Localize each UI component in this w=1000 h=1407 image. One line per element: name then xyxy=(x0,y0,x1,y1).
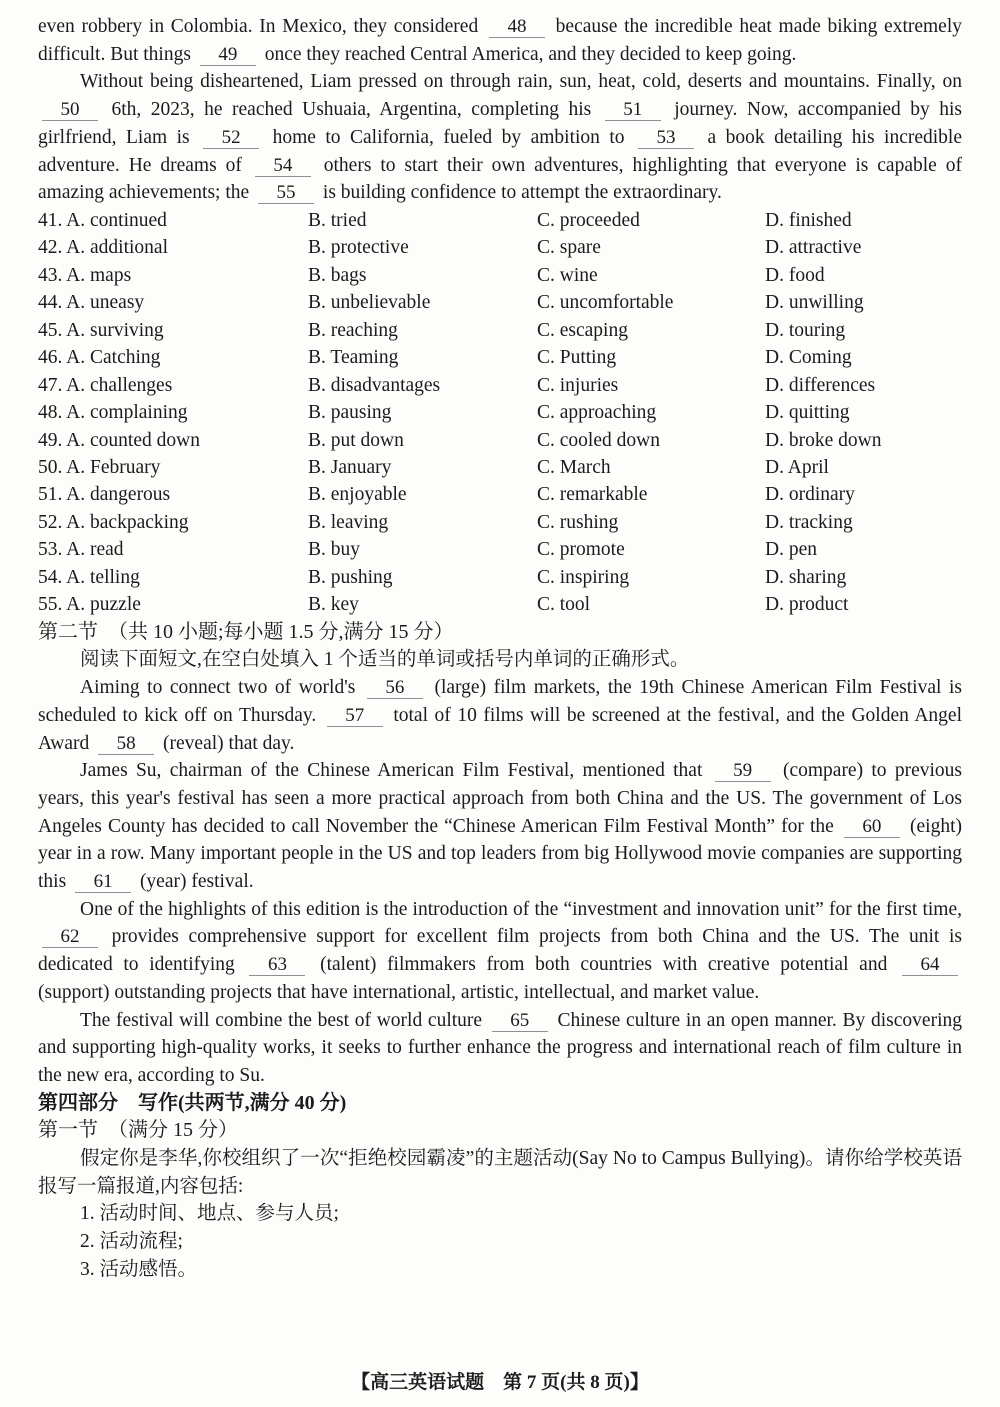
option-45-D: D. touring xyxy=(765,319,846,341)
option-row-50 xyxy=(38,454,962,481)
cloze-blank-64: 64 xyxy=(902,954,958,976)
option-47-C: C. injuries xyxy=(537,374,619,396)
passage-text: (large) film markets, the 19th Chinese American Film Festival is scheduled to kick off on Thursday. xyxy=(38,677,962,726)
passage-text: (year) festival. xyxy=(135,871,254,893)
option-42-B: B. protective xyxy=(308,237,409,259)
cloze-blank-52: 52 xyxy=(203,127,259,149)
passage-text: home to California, fueled by ambition to xyxy=(263,126,635,148)
option-45-A: 45. A. surviving xyxy=(38,319,164,341)
option-51-C: C. remarkable xyxy=(537,484,648,506)
cloze-blank-65: 65 xyxy=(492,1010,548,1032)
option-49-C: C. cooled down xyxy=(537,429,660,451)
option-49-D: D. broke down xyxy=(765,429,882,451)
option-48-D: D. quitting xyxy=(765,402,850,424)
cloze-blank-59: 59 xyxy=(715,760,771,782)
cloze-blank-58: 58 xyxy=(98,733,154,755)
option-54-B: B. pushing xyxy=(308,566,393,588)
cloze-passage-paragraph-2 xyxy=(38,68,962,207)
cloze-blank-57: 57 xyxy=(327,705,383,727)
option-49-B: B. put down xyxy=(308,429,404,451)
passage-text: a book detailing his incredible adventure. He dreams of xyxy=(38,126,962,176)
option-54-D: D. sharing xyxy=(765,566,847,588)
passage-text: total of 10 films will be screened at the festival, and the Golden Angel Award xyxy=(38,704,962,754)
passage-text: (reveal) that day. xyxy=(158,732,295,754)
gapfill-paragraph-1 xyxy=(38,674,962,757)
passage-text: James Su, chairman of the Chinese American Film Festival, mentioned that xyxy=(80,760,711,782)
passage-text: Without being disheartened, Liam pressed on through rain, sun, heat, cold, deserts and mountains. Finally, on xyxy=(80,71,962,93)
option-55-C: C. tool xyxy=(537,594,591,616)
writing-point-2: 2. 活动流程; xyxy=(80,1231,183,1253)
cloze-blank-56: 56 xyxy=(367,677,423,699)
option-row-49 xyxy=(38,427,962,454)
cloze-blank-62: 62 xyxy=(42,926,98,948)
option-41-B: B. tried xyxy=(308,209,367,231)
option-55-D: D. product xyxy=(765,594,849,616)
option-46-C: C. Putting xyxy=(537,347,617,369)
section2-instruction: 阅读下面短文,在空白处填入 1 个适当的单词或括号内单词的正确形式。 xyxy=(80,649,690,671)
passage-text: is building confidence to attempt the extraordinary. xyxy=(318,182,722,204)
option-53-A: 53. A. read xyxy=(38,539,124,561)
cloze-blank-54: 54 xyxy=(255,155,311,177)
part4-heading: 第四部分 写作(共两节,满分 40 分) xyxy=(38,1091,347,1114)
passage-text: even robbery in Colombia. In Mexico, they considered xyxy=(38,16,485,37)
option-43-C: C. wine xyxy=(537,264,598,286)
option-42-D: D. attractive xyxy=(765,237,862,259)
passage-text: (support) outstanding projects that have international, artistic, intellectual, and market value. xyxy=(38,981,760,1003)
option-45-C: C. escaping xyxy=(537,319,628,341)
option-52-D: D. tracking xyxy=(765,511,853,533)
passage-text: provides comprehensive support for excellent film projects from both China and the US. The unit is dedicated to identifying xyxy=(38,926,962,976)
cloze-passage-paragraph-1 xyxy=(38,13,962,68)
option-42-C: C. spare xyxy=(537,237,601,259)
option-44-C: C. uncomfortable xyxy=(537,292,674,314)
gapfill-paragraph-3 xyxy=(38,896,962,1007)
option-row-51 xyxy=(38,481,962,508)
passage-text: once they reached Central America, and they decided to keep going. xyxy=(259,43,797,65)
passage-text: (talent) filmmakers from both countries with creative potential and xyxy=(309,954,898,976)
part4-section1-heading: 第一节 （满分 15 分） xyxy=(38,1119,238,1142)
passage-text: 6th, 2023, he reached Ushuaia, Argentina, completing his xyxy=(102,99,601,121)
passage-text: One of the highlights of this edition is the introduction of the “investment and innovation unit” for the first time, xyxy=(80,898,962,920)
option-43-B: B. bags xyxy=(308,264,367,286)
option-52-A: 52. A. backpacking xyxy=(38,511,189,533)
option-row-41 xyxy=(38,207,962,234)
option-52-C: C. rushing xyxy=(537,511,619,533)
passage-text: (eight) year in a row. Many important people in the US and top leaders from big Hollywood movie companies are supporting this xyxy=(38,815,962,893)
option-47-A: 47. A. challenges xyxy=(38,374,173,396)
option-row-55 xyxy=(38,591,962,618)
cloze-blank-61: 61 xyxy=(75,871,131,893)
option-row-54 xyxy=(38,564,962,591)
option-row-42 xyxy=(38,234,962,261)
option-46-A: 46. A. Catching xyxy=(38,347,161,369)
option-row-45 xyxy=(38,317,962,344)
option-51-D: D. ordinary xyxy=(765,484,855,506)
cloze-blank-63: 63 xyxy=(249,954,305,976)
option-row-43 xyxy=(38,262,962,289)
cloze-blank-50: 50 xyxy=(42,99,98,121)
options-grid xyxy=(38,207,962,619)
option-48-B: B. pausing xyxy=(308,402,392,424)
option-44-D: D. unwilling xyxy=(765,292,864,314)
option-50-B: B. January xyxy=(308,457,392,478)
option-50-C: C. March xyxy=(537,457,611,478)
option-47-D: D. differences xyxy=(765,374,876,396)
option-41-C: C. proceeded xyxy=(537,209,640,231)
passage-text: Aiming to connect two of world's xyxy=(80,677,363,699)
cloze-blank-53: 53 xyxy=(638,127,694,149)
option-row-53 xyxy=(38,536,962,563)
option-43-A: 43. A. maps xyxy=(38,264,132,286)
cloze-blank-51: 51 xyxy=(605,99,661,121)
option-46-B: B. Teaming xyxy=(308,347,399,369)
option-41-A: 41. A. continued xyxy=(38,209,167,231)
option-row-44 xyxy=(38,289,962,316)
writing-point-3: 3. 活动感悟。 xyxy=(80,1258,198,1280)
cloze-blank-55: 55 xyxy=(258,182,314,204)
option-53-B: B. buy xyxy=(308,539,361,561)
option-54-C: C. inspiring xyxy=(537,566,630,588)
passage-text: others to start their own adventures, highlighting that everyone is capable of amazing achievements; the xyxy=(38,154,962,204)
option-50-D: D. April xyxy=(765,457,829,478)
cloze-blank-49: 49 xyxy=(200,44,256,66)
option-row-48 xyxy=(38,399,962,426)
option-54-A: 54. A. telling xyxy=(38,566,140,588)
option-55-B: B. key xyxy=(308,594,359,616)
option-43-D: D. food xyxy=(765,264,825,286)
passage-text: (compare) to previous years, this year's festival has seen a more practical approach from both China and the US. The government of Los Angeles County has decided to call November the “Chinese American Film Festival Month” for the xyxy=(38,760,963,837)
cloze-blank-60: 60 xyxy=(844,816,900,838)
writing-point-1: 1. 活动时间、地点、参与人员; xyxy=(80,1203,339,1225)
passage-text: Chinese culture in an open manner. By discovering and supporting high-quality works, it seeks to further enhance the progress and international reach of film culture in the new era, according to Su. xyxy=(38,1009,962,1086)
option-53-C: C. promote xyxy=(537,539,625,561)
passage-text: because the incredible heat made biking extremely difficult. But things xyxy=(38,16,963,65)
option-44-A: 44. A. uneasy xyxy=(38,292,145,314)
option-row-52 xyxy=(38,509,962,536)
option-52-B: B. leaving xyxy=(308,511,389,533)
option-51-B: B. enjoyable xyxy=(308,484,407,506)
option-45-B: B. reaching xyxy=(308,319,398,341)
option-46-D: D. Coming xyxy=(765,347,852,369)
option-48-A: 48. A. complaining xyxy=(38,402,188,424)
option-row-47 xyxy=(38,372,962,399)
cloze-blank-48: 48 xyxy=(489,16,545,38)
option-49-A: 49. A. counted down xyxy=(38,429,200,451)
page-footer: 【高三英语试题 第 7 页(共 8 页)】 xyxy=(351,1372,649,1393)
passage-text: journey. Now, accompanied by his girlfriend, Liam is xyxy=(38,99,962,148)
option-44-B: B. unbelievable xyxy=(308,292,431,314)
option-55-A: 55. A. puzzle xyxy=(38,594,141,616)
option-48-C: C. approaching xyxy=(537,402,657,424)
option-row-46 xyxy=(38,344,962,371)
option-53-D: D. pen xyxy=(765,539,817,561)
gapfill-paragraph-4 xyxy=(38,1007,962,1090)
gapfill-paragraph-2 xyxy=(38,757,962,896)
writing-prompt: 假定你是李华,你校组织了一次“拒绝校园霸凌”的主题活动(Say No to Campus Bullying)。请你给学校英语报写一篇报道,内容包括: xyxy=(38,1148,962,1197)
option-47-B: B. disadvantages xyxy=(308,374,441,396)
option-42-A: 42. A. additional xyxy=(38,237,168,259)
section2-heading: 第二节 （共 10 小题;每小题 1.5 分,满分 15 分） xyxy=(38,620,454,643)
passage-text: The festival will combine the best of world culture xyxy=(80,1009,488,1031)
option-50-A: 50. A. February xyxy=(38,457,161,478)
option-41-D: D. finished xyxy=(765,209,852,231)
option-51-A: 51. A. dangerous xyxy=(38,484,171,506)
